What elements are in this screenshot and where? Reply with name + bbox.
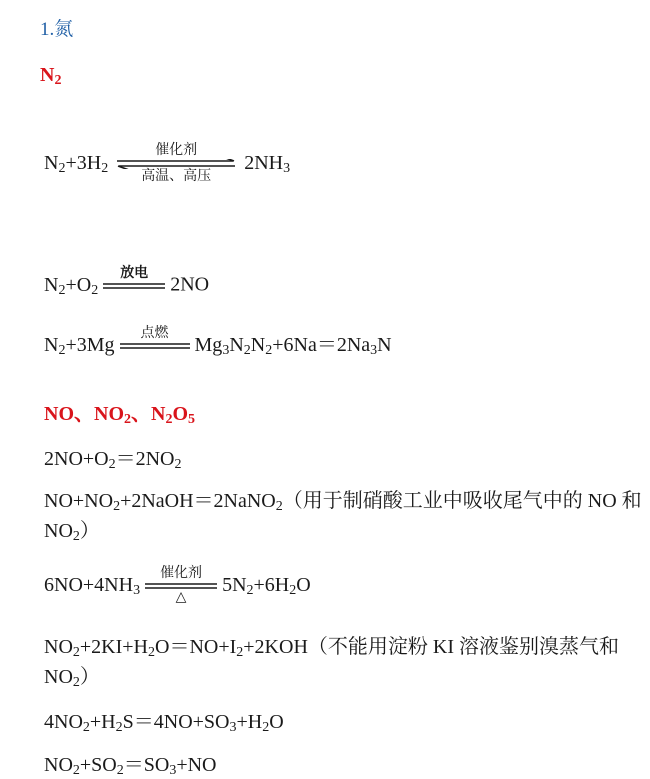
condition-spacer (103, 290, 165, 306)
formula-text: Mg (194, 333, 223, 356)
formula-subscript: 2 (124, 412, 131, 428)
formula-text: 、N (131, 403, 166, 425)
formula-text: +6H (253, 573, 290, 596)
formula-text: NO+NO (44, 490, 114, 512)
formula-subscript: 2 (72, 763, 80, 779)
equal-sign-condition (103, 266, 165, 306)
formula-subscript: 2 (148, 645, 155, 661)
formula-text: O (172, 403, 189, 425)
formula-subscript: 3 (229, 720, 237, 736)
equation-n2-o2 (44, 266, 209, 306)
formula-text: NO (44, 754, 73, 776)
formula-subscript: 2 (72, 529, 80, 545)
formula-subscript: 2 (58, 160, 66, 176)
formula-text: 6NO+4NH (44, 573, 134, 596)
formula-subscript: 2 (82, 720, 90, 736)
formula-text: O (296, 573, 311, 596)
equation-no-no2-naoh (44, 486, 644, 546)
formula-subscript: 2 (115, 720, 123, 736)
equation-n2-h2-lhs (44, 152, 108, 174)
condition-ignite: 点燃 (140, 326, 169, 341)
formula-subscript: 2 (72, 645, 80, 661)
formula-subscript: 2 (289, 582, 297, 598)
condition-spacer (120, 350, 190, 366)
formula-subscript: 2 (243, 342, 251, 358)
formula-text: N (44, 151, 59, 174)
equation-n2-o2-rhs (170, 274, 209, 296)
formula-text: N (250, 333, 266, 356)
equation-no-nh3-lhs (44, 574, 140, 596)
formula-text: +NO (176, 754, 217, 776)
formula-text: +2KI+H (79, 636, 148, 658)
formula-text: 2NO (170, 273, 210, 296)
formula-subscript: 2 (101, 160, 109, 176)
n2-subheading-main: N (40, 64, 55, 86)
condition-high-temp-pressure: 高温、高压 (141, 169, 212, 184)
reversible-arrow (115, 143, 237, 185)
formula-text: O＝NO+I (155, 636, 237, 658)
equation-no-nh3 (44, 566, 311, 606)
formula-subscript: 3 (169, 763, 177, 779)
formula-subscript: 3 (133, 582, 141, 598)
equation-n2-o2-lhs (44, 274, 98, 296)
formula-text: ） (79, 666, 100, 688)
formula-text: +O (65, 273, 92, 296)
formula-subscript: 2 (108, 457, 116, 473)
formula-text: +6Na＝2Na (272, 333, 371, 356)
formula-text: ＝SO (123, 754, 170, 776)
equal-sign-condition (145, 566, 217, 606)
formula-subscript: 2 (165, 412, 173, 428)
formula-subscript: 5 (188, 412, 196, 428)
formula-text: 4NO (44, 711, 83, 733)
formula-text: +2KOH（不能用淀粉 KI 溶液鉴别溴蒸气和 NO (44, 636, 619, 688)
formula-text: 2NH (244, 151, 284, 174)
condition-catalyst: 催化剂 (160, 566, 203, 581)
formula-subscript: 2 (116, 763, 124, 779)
formula-subscript: 2 (58, 282, 66, 298)
formula-text: +H (89, 711, 116, 733)
formula-text: +3H (65, 151, 102, 174)
equation-no-o2 (44, 442, 182, 471)
formula-subscript: 2 (265, 342, 273, 358)
condition-catalyst: 催化剂 (155, 143, 198, 158)
formula-subscript: 3 (222, 342, 230, 358)
formula-subscript: 2 (58, 342, 66, 358)
equation-no2-h2s (44, 705, 284, 734)
formula-text: 2NO+O (44, 448, 109, 470)
formula-text: N (229, 333, 244, 356)
n2-subheading-sub: 2 (54, 73, 62, 89)
formula-subscript: 3 (370, 342, 378, 358)
equation-n2-h2-rhs (244, 152, 290, 174)
equal-sign-condition (120, 326, 190, 366)
formula-subscript: 2 (275, 499, 283, 515)
formula-text: +H (236, 711, 263, 733)
condition-heat: △ (175, 590, 187, 605)
condition-discharge: 放电 (120, 266, 149, 281)
formula-subscript: 2 (246, 582, 254, 598)
equation-no2-so2 (44, 748, 217, 777)
equation-n2-mg (44, 326, 392, 366)
formula-text: O (269, 711, 284, 733)
formula-text: ） (79, 520, 100, 542)
formula-text: NO (44, 636, 73, 658)
formula-subscript: 2 (262, 720, 270, 736)
formula-text: S＝4NO+SO (122, 711, 230, 733)
formula-subscript: 2 (174, 457, 182, 473)
formula-subscript: 2 (91, 282, 99, 298)
nox-subheading (44, 397, 195, 426)
formula-text: （用于制硝酸工业中吸收尾气中的 NO 和 NO (44, 490, 642, 542)
section-heading: 1.氮 (40, 19, 74, 40)
formula-subscript: 2 (113, 499, 121, 515)
formula-text: N (377, 333, 392, 356)
equation-n2-h2 (44, 143, 290, 185)
formula-subscript: 2 (236, 645, 244, 661)
formula-text: +2NaOH＝2NaNO (120, 490, 276, 512)
formula-text: N (44, 273, 59, 296)
equation-no2-ki (44, 632, 644, 692)
formula-text: 5N (222, 573, 247, 596)
formula-text: NO、NO (44, 403, 124, 425)
equation-no-nh3-rhs (222, 574, 311, 596)
formula-text: +3Mg (65, 333, 115, 356)
formula-text: +SO (79, 754, 117, 776)
equation-n2-mg-lhs (44, 334, 115, 356)
n2-subheading (40, 64, 61, 87)
equation-n2-mg-rhs (195, 334, 392, 356)
formula-subscript: 2 (72, 675, 80, 691)
formula-text: N (44, 333, 59, 356)
formula-subscript: 3 (283, 160, 291, 176)
formula-text: ＝2NO (115, 448, 175, 470)
